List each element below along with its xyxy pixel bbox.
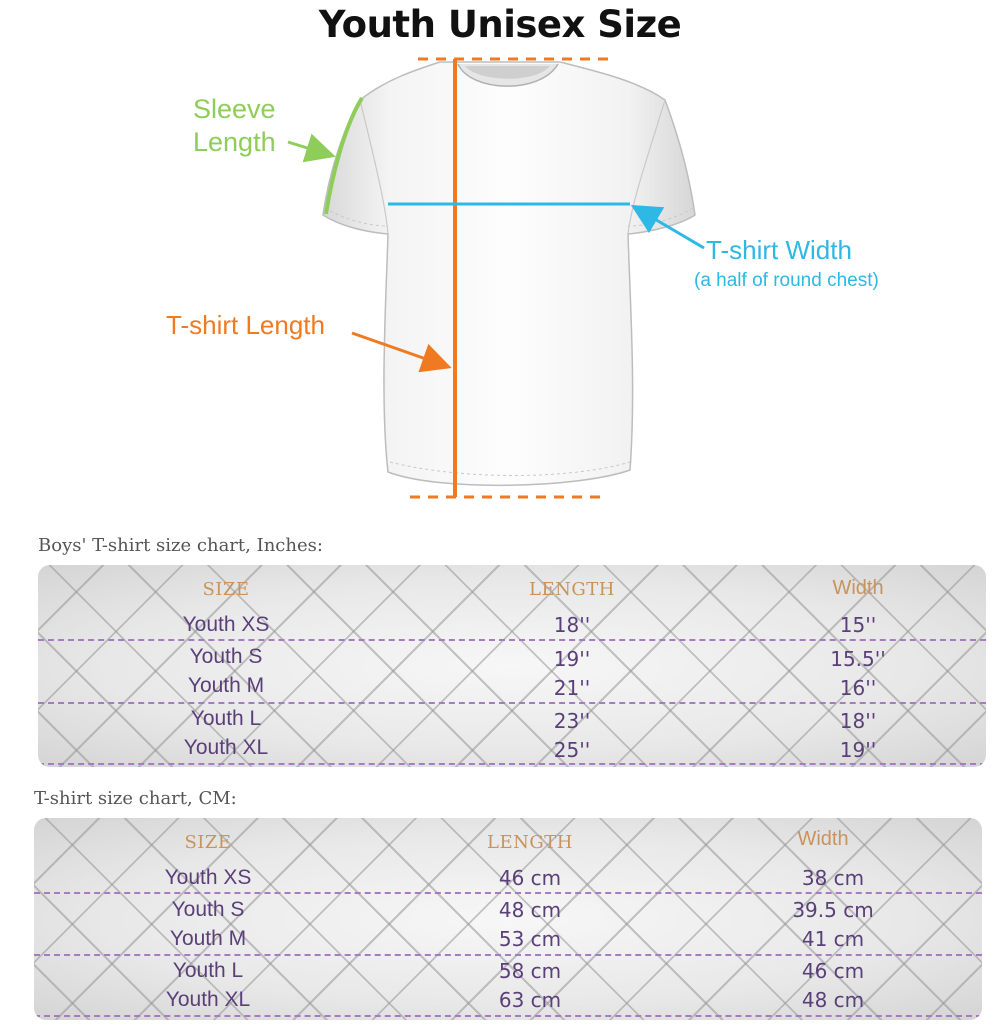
header-size: SIZE bbox=[184, 832, 232, 853]
page-title: Youth Unisex Size bbox=[318, 3, 682, 46]
table-cell-length: 46 cm bbox=[498, 866, 562, 890]
table-cell-length: 63 cm bbox=[498, 988, 562, 1012]
header-width: Width bbox=[832, 577, 884, 599]
inches-size-table bbox=[38, 565, 986, 767]
table-cell-width: 16'' bbox=[839, 676, 877, 700]
table-cell-size: Youth L bbox=[190, 707, 262, 730]
table-cell-width: 15.5'' bbox=[830, 647, 886, 671]
cm-chart-caption: T-shirt size chart, CM: bbox=[34, 788, 237, 809]
table-cell-size: Youth M bbox=[187, 674, 265, 697]
table-cell-size: Youth XL bbox=[165, 988, 251, 1011]
table-cell-length: 18'' bbox=[553, 613, 591, 637]
table-cell-width: 38 cm bbox=[801, 866, 865, 890]
table-cell-width: 46 cm bbox=[801, 959, 865, 983]
table-cell-width: 48 cm bbox=[801, 988, 865, 1012]
sleeve-length-label bbox=[193, 93, 276, 159]
row-divider bbox=[38, 639, 986, 641]
cm-size-table bbox=[34, 818, 982, 1020]
table-cell-length: 21'' bbox=[553, 676, 591, 700]
table-cell-width: 41 cm bbox=[801, 927, 865, 951]
table-cell-size: Youth XL bbox=[183, 736, 269, 759]
table-cell-length: 53 cm bbox=[498, 927, 562, 951]
tshirt-width-label: T-shirt Width bbox=[706, 235, 852, 265]
table-cell-length: 58 cm bbox=[498, 959, 562, 983]
table-cell-width: 19'' bbox=[839, 738, 877, 762]
table-cell-width: 15'' bbox=[839, 613, 877, 637]
table-cell-size: Youth S bbox=[171, 898, 245, 921]
table-cell-size: Youth M bbox=[169, 927, 247, 950]
table-cell-width: 18'' bbox=[839, 709, 877, 733]
sleeve-label-line2: Length bbox=[193, 127, 276, 157]
header-length: LENGTH bbox=[487, 832, 573, 853]
row-divider bbox=[38, 763, 986, 765]
table-cell-size: Youth XS bbox=[182, 613, 270, 636]
header-width: Width bbox=[797, 828, 849, 850]
row-divider bbox=[34, 892, 982, 894]
header-length: LENGTH bbox=[529, 579, 615, 600]
row-divider bbox=[34, 954, 982, 956]
header-size: SIZE bbox=[202, 579, 250, 600]
table-cell-size: Youth S bbox=[189, 645, 263, 668]
table-cell-length: 19'' bbox=[553, 647, 591, 671]
inches-chart-caption: Boys' T-shirt size chart, Inches: bbox=[38, 535, 323, 556]
row-divider bbox=[34, 1015, 982, 1017]
tshirt-shape bbox=[323, 62, 695, 485]
row-divider bbox=[38, 702, 986, 704]
table-cell-size: Youth L bbox=[172, 959, 244, 982]
table-cell-length: 23'' bbox=[553, 709, 591, 733]
table-cell-length: 25'' bbox=[553, 738, 591, 762]
tshirt-length-label: T-shirt Length bbox=[166, 310, 325, 340]
tshirt-width-sublabel: (a half of round chest) bbox=[694, 270, 879, 291]
sleeve-label-line1: Sleeve bbox=[193, 94, 276, 124]
table-cell-width: 39.5 cm bbox=[792, 898, 874, 922]
table-cell-size: Youth XS bbox=[164, 866, 252, 889]
table-cell-length: 48 cm bbox=[498, 898, 562, 922]
